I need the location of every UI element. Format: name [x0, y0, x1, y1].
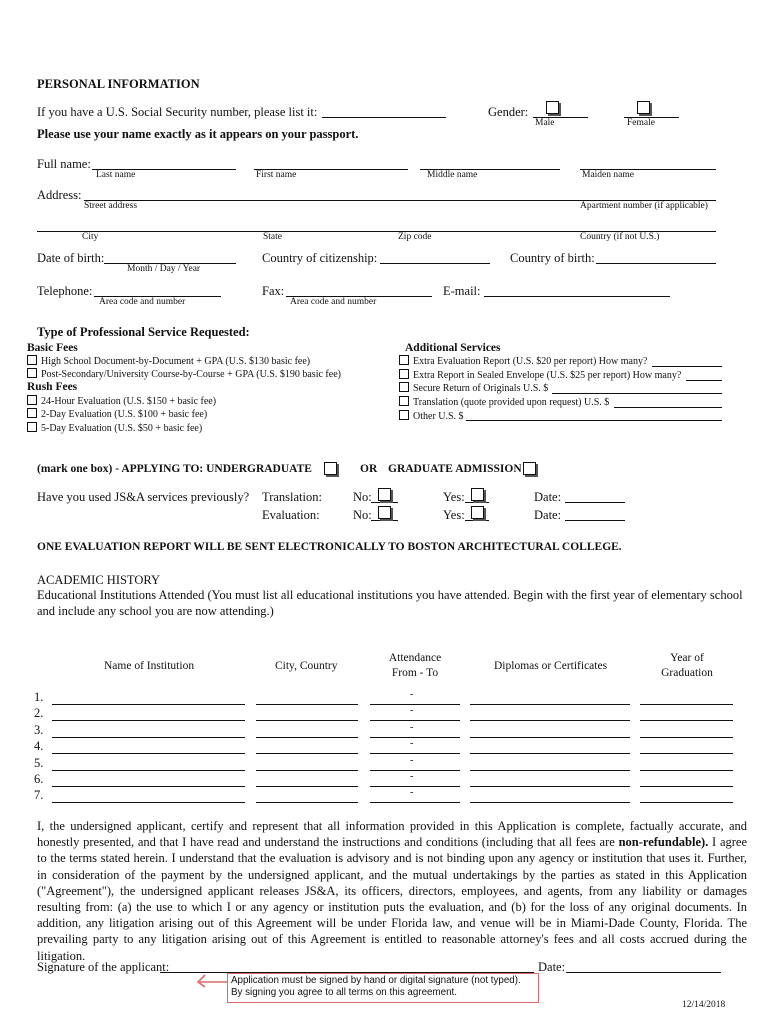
signature-note: Application must be signed by hand or digital signature (not typed). By signing you agree to all terms on this agreement. [227, 973, 539, 1003]
attendance-dash: - [410, 787, 414, 799]
report-notice: ONE EVALUATION REPORT WILL BE SENT ELECTRONICALLY TO BOSTON ARCHITECTURAL COLLEGE. [37, 541, 622, 553]
first-name-caption: First name [256, 170, 297, 180]
translation-no-label: No: [353, 490, 372, 504]
graduation-year-field[interactable] [640, 753, 733, 754]
row-number: 7. [34, 788, 44, 803]
row-number: 2. [34, 706, 44, 721]
checkbox-icon [399, 382, 409, 392]
evaluation-yes-checkbox[interactable] [471, 506, 484, 519]
translation-yes-checkbox[interactable] [471, 488, 484, 501]
apartment-caption: Apartment number (if applicable) [580, 201, 708, 211]
row-number: 6. [34, 772, 44, 786]
city-country-field[interactable] [256, 720, 358, 721]
sealed-envelope-count-field[interactable] [686, 380, 722, 381]
applying-to-label: (mark one box) - APPLYING TO: UNDERGRADUATE [37, 463, 312, 475]
city-country-field[interactable] [256, 786, 358, 787]
used-before-label: Have you used JS&A services previously? [37, 490, 250, 504]
maiden-name-caption: Maiden name [582, 170, 634, 180]
basic-item-hs[interactable]: High School Document-by-Document + GPA (U.S. $130 basic fee) [27, 355, 310, 367]
col-diplomas-header: Diplomas or Certificates [494, 660, 608, 672]
attendance-dash: - [410, 721, 414, 733]
attendance-field[interactable] [370, 720, 460, 721]
agreement-text: I, the undersigned applicant, certify and represent that all information provided in this Application is complete, factually accurate, and honestly presented, and that I have read and understand the instructions and conditions (including that all fees are non-refundable). I agree to the terms stated herein. I understand that the evaluation is advisory and is not binding upon any agency or institution that uses it. Further, in consideration of the payment by the undersigned applicant, and the mutual undertakings by the parties as stated in this Application ("Agreement"), the undersigned applicant releases JS&A, its officers, directors, employees, and agents, from any liability or damages resulting from: (a) the use to which I or any agency or institution puts the evaluation, and (b) for the loss of any original documents. In addition, any litigation arising out of this Agreement will be under Florida law, and venue will be in Miami-Dade County, Florida. The prevailing party to any litigation arising out of this Agreement is entitled to reasonable attorney's fees and all costs accrued during the litigation. [37, 819, 747, 963]
email-label: E-mail: [443, 284, 481, 298]
graduation-year-field[interactable] [640, 737, 733, 738]
institution-name-field[interactable] [52, 720, 245, 721]
institution-name-field[interactable] [52, 770, 245, 771]
revision-date: 12/14/2018 [682, 1000, 726, 1010]
row-number: 4. [34, 739, 44, 754]
city-caption: City [82, 232, 99, 242]
academic-heading: ACADEMIC HISTORY [37, 573, 161, 587]
translation-yes-line [465, 502, 489, 503]
additional-heading: Additional Services [405, 342, 501, 354]
graduation-year-field[interactable] [640, 802, 733, 803]
zip-caption: Zip code [398, 232, 432, 242]
evaluation-date-label: Date: [534, 508, 562, 522]
row-number: 5. [34, 755, 44, 770]
checkbox-icon [27, 408, 37, 418]
attendance-field[interactable] [370, 786, 460, 787]
citizenship-label: Country of citizenship: [262, 251, 378, 265]
evaluation-yes-label: Yes: [443, 508, 465, 522]
diploma-field[interactable] [470, 770, 630, 771]
academic-instructions: Educational Institutions Attended (You must list all educational institutions you have attended. Begin with the first year of elementary school and include any school you are now attending.) [37, 588, 743, 618]
other-amount-field[interactable] [466, 420, 722, 421]
signature-label: Signature of the applicant: [37, 960, 170, 974]
gender-female-label: Female [627, 118, 655, 128]
attendance-dash: - [410, 689, 414, 700]
passport-note: Please use your name exactly as it appears on your passport. [37, 127, 359, 141]
personal-heading: PERSONAL INFORMATION [37, 77, 200, 91]
basic-fees-heading: Basic Fees [27, 342, 78, 354]
birth-country-label: Country of birth: [510, 251, 595, 265]
additional-other[interactable]: Other U.S. $ [399, 410, 464, 422]
address-label: Address: [37, 188, 82, 202]
additional-sealed-envelope[interactable]: Extra Report in Sealed Envelope (U.S. $25 per report) How many? [399, 369, 681, 381]
graduation-year-field[interactable] [640, 720, 733, 721]
dob-format-caption: Month / Day / Year [127, 264, 201, 274]
checkbox-icon [27, 395, 37, 405]
diploma-field[interactable] [470, 720, 630, 721]
institution-name-field[interactable] [52, 786, 245, 787]
institution-name-field[interactable] [52, 737, 245, 738]
diploma-field[interactable] [470, 753, 630, 754]
evaluation-no-label: No: [353, 508, 372, 522]
ssn-label: If you have a U.S. Social Security number, please list it: [37, 105, 318, 119]
graduate-label: GRADUATE ADMISSION [388, 463, 522, 475]
city-country-field[interactable] [256, 802, 358, 803]
attendance-field[interactable] [370, 753, 460, 754]
evaluation-label: Evaluation: [262, 508, 320, 522]
checkbox-icon [27, 368, 37, 378]
translation-date-field[interactable] [565, 502, 625, 503]
gender-label: Gender: [488, 105, 529, 119]
institution-name-field[interactable] [52, 704, 245, 705]
signature-date-field[interactable] [566, 972, 721, 973]
undergraduate-checkbox[interactable] [324, 462, 337, 475]
additional-extra-report[interactable]: Extra Evaluation Report (U.S. $20 per report) How many? [399, 355, 647, 367]
rush-item-2day[interactable]: 2-Day Evaluation (U.S. $100 + basic fee) [27, 408, 207, 420]
additional-translation[interactable]: Translation (quote provided upon request) U.S. $ [399, 396, 609, 408]
arrow-icon [194, 970, 230, 990]
additional-secure-return[interactable]: Secure Return of Originals U.S. $ [399, 382, 548, 394]
row-number: 1. [34, 690, 44, 704]
services-heading: Type of Professional Service Requested: [37, 325, 250, 339]
institution-name-field[interactable] [52, 753, 245, 754]
middle-name-caption: Middle name [427, 170, 478, 180]
fax-label: Fax: [262, 284, 285, 298]
evaluation-no-checkbox[interactable] [378, 506, 391, 519]
attendance-dash: - [410, 705, 414, 717]
city-country-field[interactable] [256, 770, 358, 771]
graduate-checkbox[interactable] [523, 462, 536, 475]
evaluation-no-line [371, 520, 398, 521]
email-field[interactable] [484, 296, 670, 297]
non-refundable-text: non-refundable). [618, 835, 709, 850]
attendance-dash: - [410, 771, 414, 782]
gender-female-checkbox[interactable] [637, 101, 650, 114]
checkbox-icon [399, 396, 409, 406]
diploma-field[interactable] [470, 786, 630, 787]
diploma-field[interactable] [470, 802, 630, 803]
fax-caption: Area code and number [290, 297, 377, 307]
col-year-header: Year of Graduation [661, 652, 713, 679]
checkbox-icon [27, 355, 37, 365]
rush-fees-heading: Rush Fees [27, 381, 78, 393]
col-attendance-header: Attendance From - To [388, 652, 442, 679]
gender-male-label: Male [535, 118, 555, 128]
birth-country-field[interactable] [596, 263, 716, 264]
city-country-field[interactable] [256, 704, 358, 705]
basic-item-univ[interactable]: Post-Secondary/University Course-by-Course + GPA (U.S. $190 basic fee) [27, 368, 341, 380]
institution-name-field[interactable] [52, 802, 245, 803]
city-country-field[interactable] [256, 737, 358, 738]
evaluation-date-field[interactable] [565, 520, 625, 521]
dob-label: Date of birth: [37, 251, 105, 265]
col-city-header: City, Country [275, 660, 338, 672]
country-caption: Country (if not U.S.) [580, 232, 660, 242]
graduation-year-field[interactable] [640, 770, 733, 771]
evaluation-yes-line [465, 520, 489, 521]
attendance-dash: - [410, 738, 414, 750]
row-number: 3. [34, 722, 44, 737]
diploma-field[interactable] [470, 737, 630, 738]
translation-no-line [371, 502, 398, 503]
checkbox-icon [27, 422, 37, 432]
checkbox-icon [399, 355, 409, 365]
attendance-field[interactable] [370, 770, 460, 771]
rush-item-5day[interactable]: 5-Day Evaluation (U.S. $50 + basic fee) [27, 422, 202, 434]
checkbox-icon [399, 369, 409, 379]
diploma-field[interactable] [470, 704, 630, 705]
extra-report-count-field[interactable] [652, 366, 722, 367]
signature-date-label: Date: [538, 960, 566, 974]
graduation-year-field[interactable] [640, 704, 733, 705]
state-caption: State [263, 232, 282, 242]
or-label: OR [360, 463, 378, 475]
translation-label: Translation: [262, 490, 322, 504]
last-name-caption: Last name [96, 170, 136, 180]
city-country-field[interactable] [256, 753, 358, 754]
translation-date-label: Date: [534, 490, 562, 504]
telephone-label: Telephone: [37, 284, 93, 298]
attendance-field[interactable] [370, 737, 460, 738]
checkbox-icon [399, 410, 409, 420]
attendance-dash: - [410, 754, 414, 766]
rush-item-24h[interactable]: 24-Hour Evaluation (U.S. $150 + basic fee) [27, 395, 216, 407]
attendance-field[interactable] [370, 704, 460, 705]
col-name-header: Name of Institution [104, 660, 195, 672]
ssn-field[interactable] [322, 117, 446, 118]
translation-yes-label: Yes: [443, 490, 465, 504]
citizenship-field[interactable] [380, 263, 490, 264]
full-name-label: Full name: [37, 157, 91, 171]
translation-amount-field[interactable] [614, 407, 722, 408]
secure-return-amount-field[interactable] [552, 393, 722, 394]
telephone-caption: Area code and number [99, 297, 186, 307]
street-address-caption: Street address [84, 201, 138, 211]
gender-male-checkbox[interactable] [546, 101, 559, 114]
translation-no-checkbox[interactable] [378, 488, 391, 501]
attendance-field[interactable] [370, 802, 460, 803]
graduation-year-field[interactable] [640, 786, 733, 787]
